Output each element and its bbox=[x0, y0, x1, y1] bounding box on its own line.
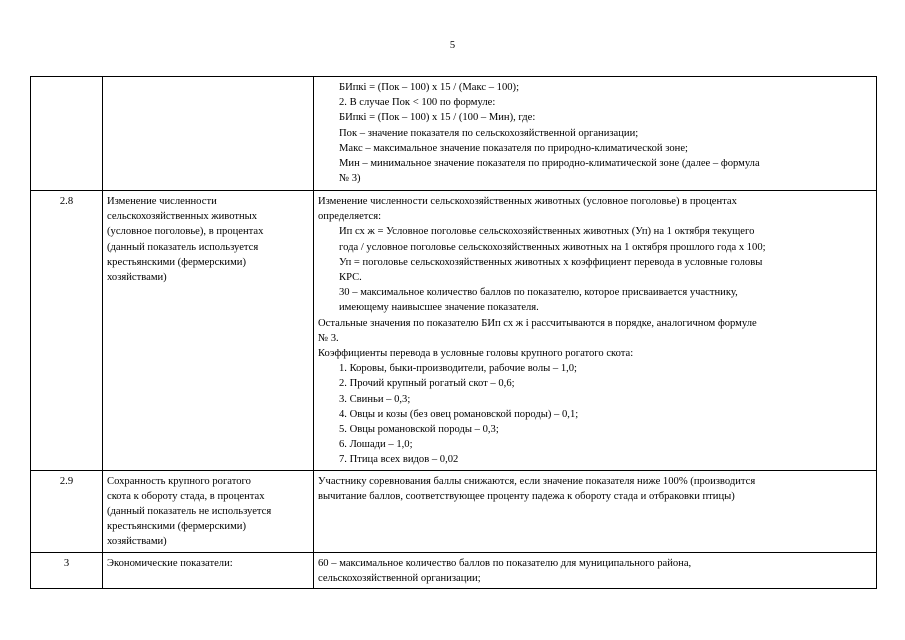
text-line: Изменение численности сельскохозяйственных животных (условное поголовье) в процентах bbox=[318, 196, 737, 207]
text-line: Остальные значения по показателю БИп сх ж і рассчитываются в порядке, аналогичном формуле bbox=[318, 317, 757, 329]
text-line: Пок – значение показателя по сельскохозяйственной организации; bbox=[339, 127, 639, 139]
indicator-method bbox=[314, 77, 877, 191]
list-item: 2. Прочий крупный рогатый скот – 0,6; bbox=[339, 378, 515, 390]
text-line: 60 – максимальное количество баллов по показателю для муниципального района, bbox=[318, 557, 692, 569]
indicators-table bbox=[30, 76, 877, 589]
table-row bbox=[31, 552, 877, 588]
row-number: 3 bbox=[31, 552, 103, 588]
list-item: 3. Свиньи – 0,3; bbox=[339, 393, 411, 405]
indicator-name bbox=[103, 77, 314, 191]
text-line: (данный показатель используется bbox=[107, 241, 259, 253]
text-line: Участнику соревнования баллы снижаются, если значение показателя ниже 100% (производится bbox=[318, 475, 756, 487]
row-number bbox=[31, 77, 103, 191]
list-item: 6. Лошади – 1,0; bbox=[339, 439, 413, 451]
formula-line: 30 – максимальное количество баллов по показателю, которое присваивается участнику, bbox=[339, 287, 738, 299]
text-line: Изменение численности bbox=[107, 196, 217, 207]
text-line: (данный показатель не используется bbox=[107, 506, 272, 518]
formula-line: Уп = поголовье сельскохозяйственных животных х коэффициент перевода в условные головы bbox=[339, 256, 763, 268]
text-line: хозяйствами) bbox=[107, 536, 167, 548]
text-line: сельскохозяйственной организации; bbox=[318, 572, 481, 584]
indicator-method bbox=[314, 552, 877, 588]
table-row bbox=[31, 191, 877, 471]
text-line: крестьянскими (фермерскими) bbox=[107, 256, 247, 268]
text-line: Коэффициенты перевода в условные головы крупного рогатого скота: bbox=[318, 348, 634, 360]
text-line: (условное поголовье), в процентах bbox=[107, 226, 264, 238]
table-row bbox=[31, 77, 877, 191]
list-item: 5. Овцы романовской породы – 0,3; bbox=[339, 424, 499, 436]
formula-line: имеющему наивысшее значение показателя. bbox=[339, 302, 539, 314]
indicator-method bbox=[314, 470, 877, 552]
text-line: БИпкі = (Пок – 100) х 15 / (100 – Мин), где: bbox=[339, 112, 536, 124]
formula-line: года / условное поголовье сельскохозяйственных животных на 1 октября прошлого года х 100; bbox=[339, 241, 766, 253]
text-line: № 3. bbox=[318, 332, 339, 344]
text-line: определяется: bbox=[318, 211, 382, 223]
text-line: № 3) bbox=[339, 173, 361, 185]
row-number: 2.8 bbox=[31, 191, 103, 471]
text-line: сельскохозяйственных животных bbox=[107, 211, 258, 223]
text-line: Мин – минимальное значение показателя по природно-климатической зоне (далее – формула bbox=[339, 158, 760, 170]
indicator-method bbox=[314, 191, 877, 471]
indicator-name bbox=[103, 191, 314, 471]
indicator-name bbox=[103, 552, 314, 588]
text-line: скота к обороту стада, в процентах bbox=[107, 490, 265, 502]
table-row bbox=[31, 470, 877, 552]
text-line: Сохранность крупного рогатого bbox=[107, 475, 251, 487]
text-line: крестьянскими (фермерскими) bbox=[107, 521, 247, 533]
text-line: Экономические показатели: bbox=[107, 557, 233, 569]
text-line: БИпкі = (Пок – 100) х 15 / (Макс – 100); bbox=[339, 82, 520, 93]
page-number: 5 bbox=[449, 40, 456, 51]
text-line: хозяйствами) bbox=[107, 272, 167, 284]
row-number: 2.9 bbox=[31, 470, 103, 552]
text-line: Макс – максимальное значение показателя по природно-климатической зоне; bbox=[339, 142, 688, 154]
text-line: 2. В случае Пок < 100 по формуле: bbox=[339, 97, 496, 109]
text-line: вычитание баллов, соответствующее проценту падежа к обороту стада и отбраковки птицы) bbox=[318, 490, 735, 502]
formula-line: КРС. bbox=[339, 272, 362, 284]
list-item: 7. Птица всех видов – 0,02 bbox=[339, 454, 459, 466]
list-item: 4. Овцы и козы (без овец романовской породы) – 0,1; bbox=[339, 408, 579, 420]
formula-line: Ип сх ж = Условное поголовье сельскохозяйственных животных (Уп) на 1 октября текущего bbox=[339, 226, 755, 238]
list-item: 1. Коровы, быки-производители, рабочие волы – 1,0; bbox=[339, 363, 578, 375]
indicator-name bbox=[103, 470, 314, 552]
